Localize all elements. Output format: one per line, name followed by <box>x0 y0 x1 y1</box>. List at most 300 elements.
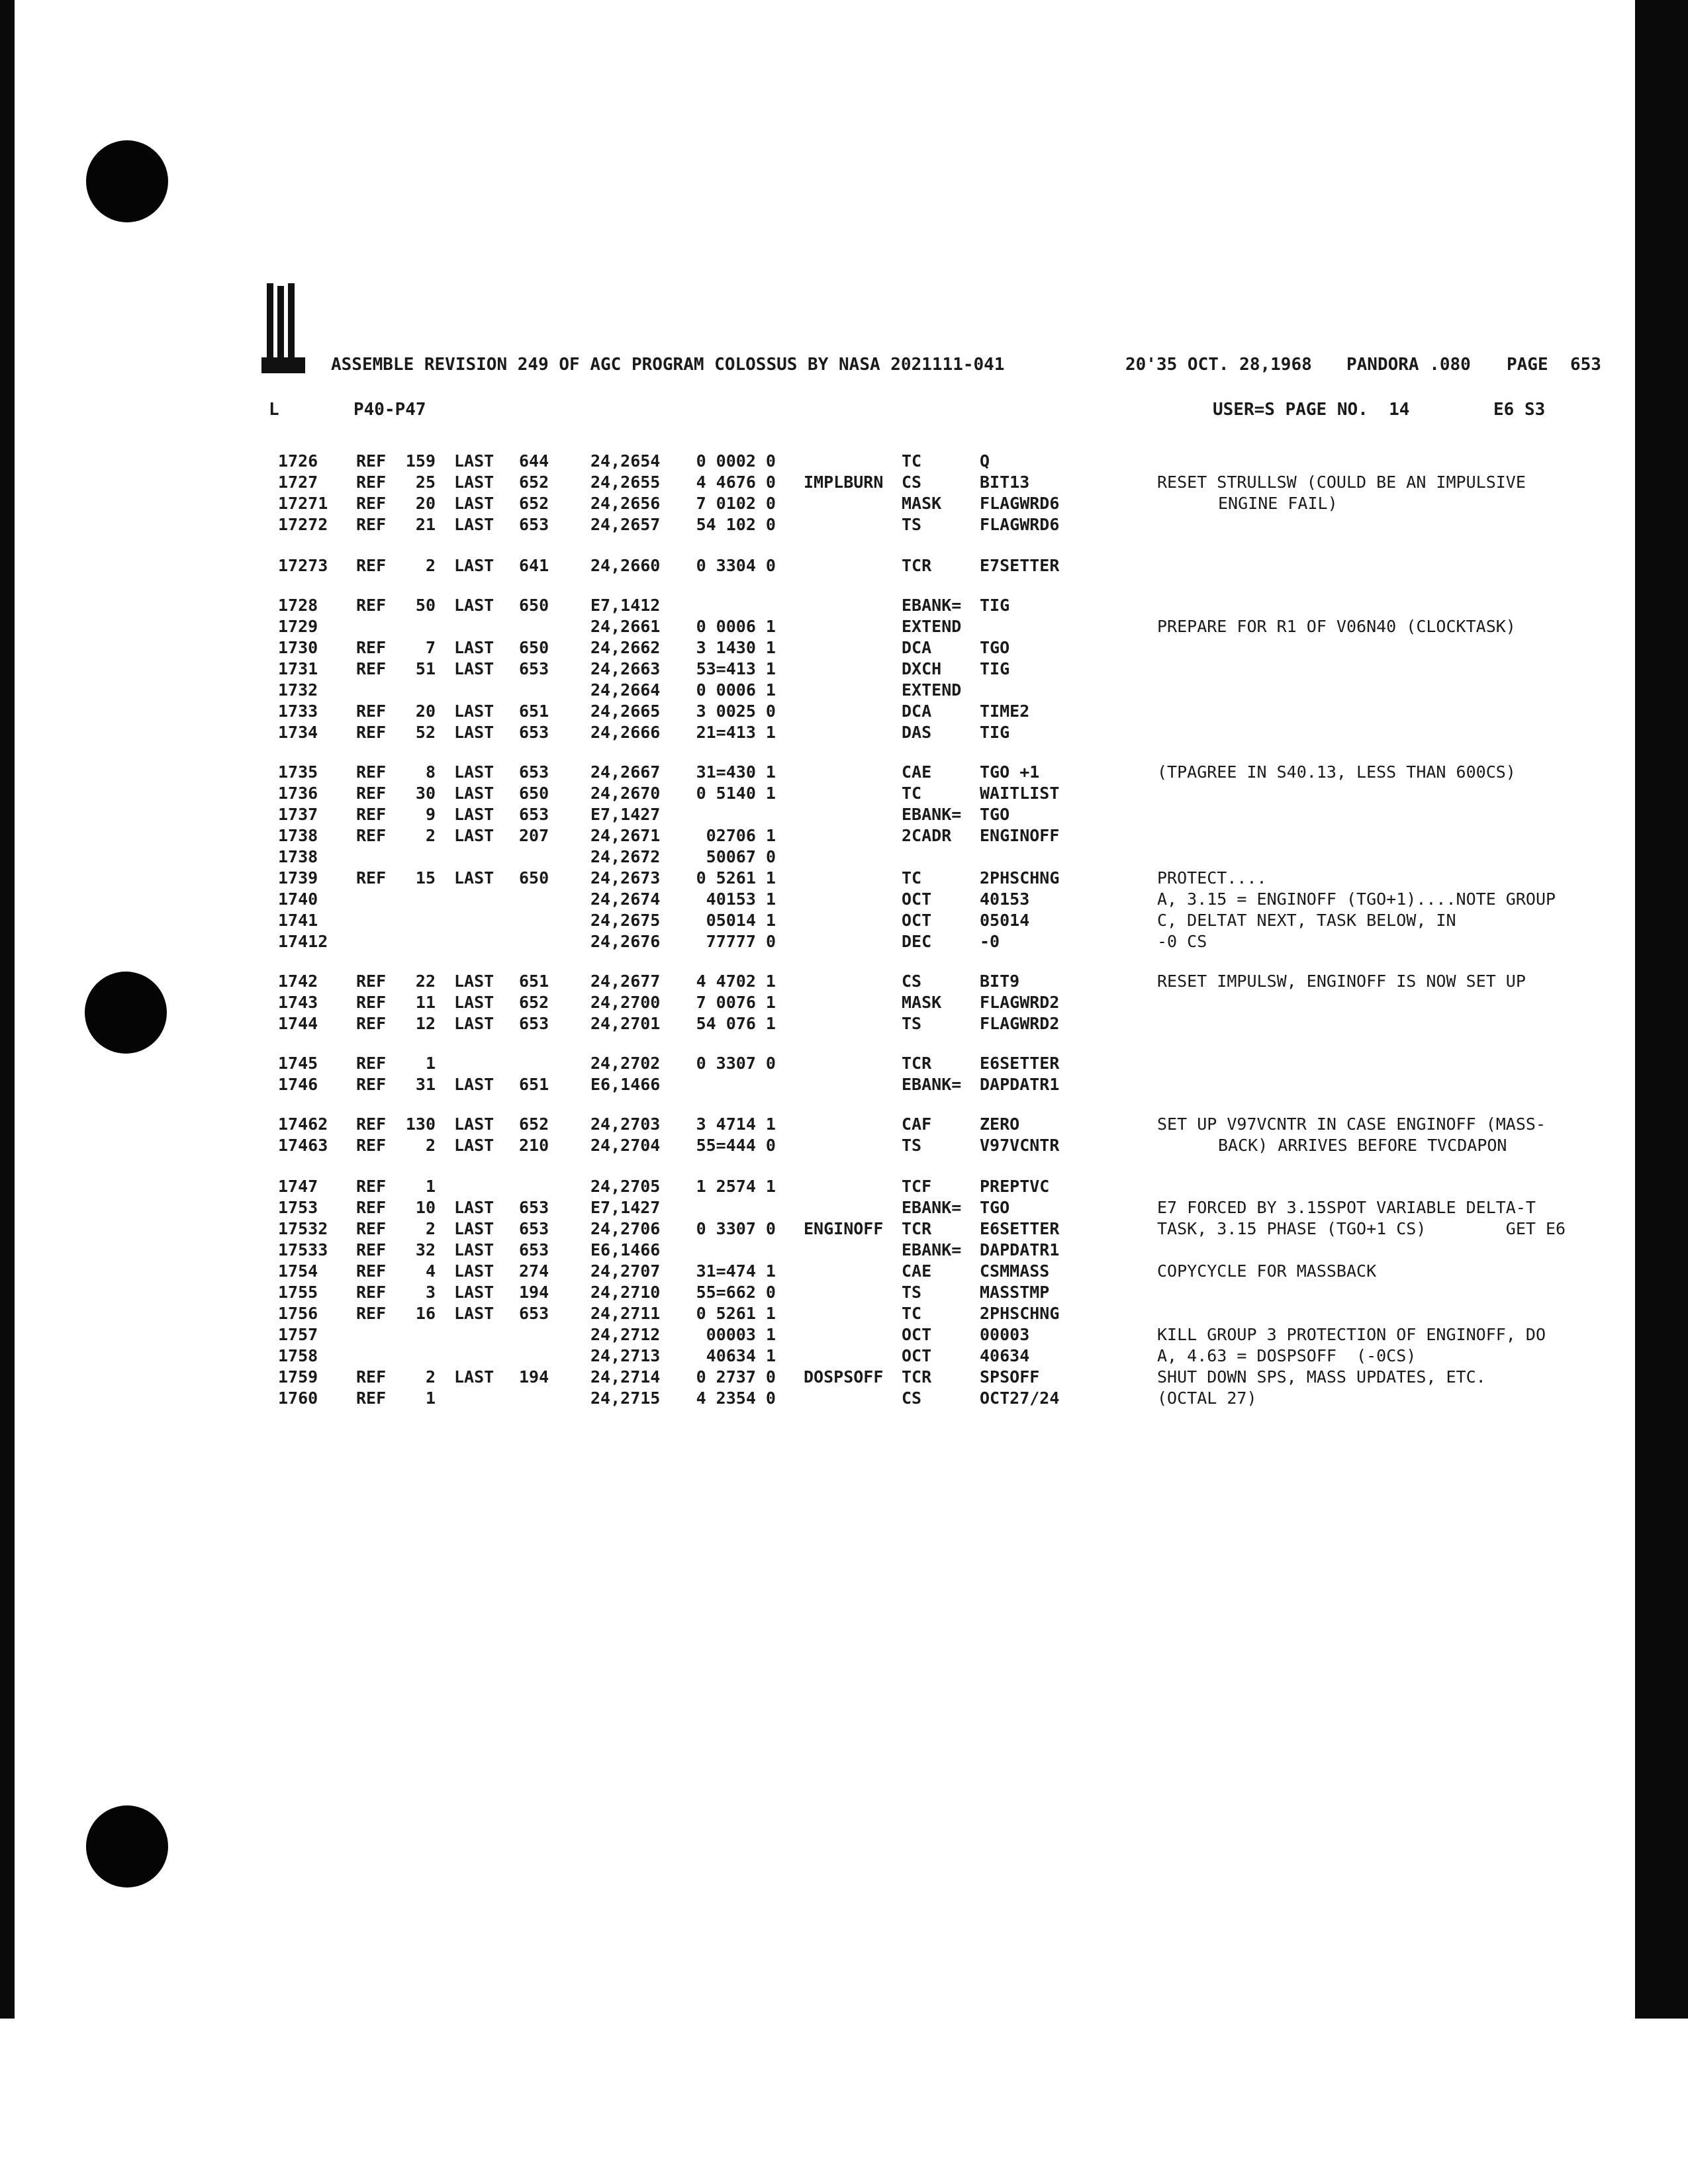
last-marker: LAST <box>454 805 494 824</box>
printer-logo-mark <box>261 283 309 376</box>
last-page: 653 <box>519 1198 549 1217</box>
ref-count: 4 <box>425 1261 436 1281</box>
object-code: 4 4702 1 <box>696 972 776 991</box>
object-code: 0 3307 0 <box>696 1054 776 1073</box>
last-marker: LAST <box>454 826 494 845</box>
line-number: 17272 <box>278 515 328 534</box>
memory-address: 24,2713 <box>590 1346 661 1365</box>
line-number: 17273 <box>278 556 328 575</box>
line-number: 1735 <box>278 762 318 782</box>
ref-marker: REF <box>356 596 387 615</box>
last-page: 652 <box>519 993 549 1012</box>
user-page-number: USER=S PAGE NO. 14 <box>1213 400 1410 420</box>
last-marker: LAST <box>454 1283 494 1302</box>
listing-row <box>0 514 1688 536</box>
object-code: 50067 0 <box>706 847 776 866</box>
object-code: 0 2737 0 <box>696 1367 776 1387</box>
last-marker: LAST <box>454 1304 494 1323</box>
object-code: 0 3307 0 <box>696 1219 776 1238</box>
operand: WAITLIST <box>980 784 1060 803</box>
memory-address: 24,2672 <box>590 847 661 866</box>
operand: 2PHSCHNG <box>980 868 1060 887</box>
line-number: 17462 <box>278 1115 328 1134</box>
operand: 40153 <box>980 889 1030 909</box>
line-number: 1755 <box>278 1283 318 1302</box>
opcode: MASK <box>902 993 942 1012</box>
operand: FLAGWRD2 <box>980 993 1060 1012</box>
operand: BIT13 <box>980 473 1030 492</box>
opcode: OCT <box>902 1325 932 1344</box>
line-number: 1738 <box>278 847 318 866</box>
last-page: 650 <box>519 638 549 657</box>
ref-count: 2 <box>425 1367 436 1387</box>
last-marker: LAST <box>454 868 494 887</box>
listing-row <box>0 867 1688 889</box>
last-marker: LAST <box>454 1014 494 1033</box>
line-comment: KILL GROUP 3 PROTECTION OF ENGINOFF, DO <box>1157 1325 1546 1344</box>
listing-row <box>0 1218 1688 1240</box>
operand: TGO <box>980 1198 1010 1217</box>
last-page: 653 <box>519 659 549 678</box>
operand: TIG <box>980 659 1010 678</box>
memory-address: 24,2706 <box>590 1219 661 1238</box>
memory-address: 24,2703 <box>590 1115 661 1134</box>
last-marker: LAST <box>454 451 494 471</box>
ref-count: 2 <box>425 1219 436 1238</box>
operand: DAPDATR1 <box>980 1240 1060 1259</box>
line-comment: ENGINE FAIL) <box>1218 494 1338 513</box>
object-code: 0 3304 0 <box>696 556 776 575</box>
opcode: DCA <box>902 638 932 657</box>
opcode: TCF <box>902 1177 932 1196</box>
last-page: 650 <box>519 784 549 803</box>
listing-row <box>0 679 1688 702</box>
ref-marker: REF <box>356 1261 387 1281</box>
ref-count: 1 <box>425 1054 436 1073</box>
memory-address: 24,2715 <box>590 1388 661 1408</box>
object-code: 0 0006 1 <box>696 680 776 700</box>
memory-address: 24,2700 <box>590 993 661 1012</box>
opcode: TS <box>902 1136 922 1155</box>
listing-row <box>0 1073 1688 1096</box>
ref-count: 21 <box>415 515 436 534</box>
opcode: CAF <box>902 1115 932 1134</box>
object-code: 55=444 0 <box>696 1136 776 1155</box>
ref-count: 2 <box>425 826 436 845</box>
listing-row <box>0 492 1688 515</box>
ref-marker: REF <box>356 494 387 513</box>
ref-marker: REF <box>356 473 387 492</box>
opcode: EXTEND <box>902 617 962 636</box>
last-marker: LAST <box>454 972 494 991</box>
memory-address: 24,2663 <box>590 659 661 678</box>
listing-row <box>0 1302 1688 1325</box>
operand: ENGINOFF <box>980 826 1060 845</box>
ref-marker: REF <box>356 1136 387 1155</box>
memory-address: 24,2657 <box>590 515 661 534</box>
listing-row <box>0 700 1688 723</box>
memory-address: 24,2710 <box>590 1283 661 1302</box>
ref-marker: REF <box>356 1198 387 1217</box>
listing-row <box>0 825 1688 847</box>
line-number: 1743 <box>278 993 318 1012</box>
last-marker: LAST <box>454 1136 494 1155</box>
ref-count: 9 <box>425 805 436 824</box>
ref-count: 159 <box>405 451 436 471</box>
listing-row <box>0 1387 1688 1410</box>
line-number: 17532 <box>278 1219 328 1238</box>
operand: DAPDATR1 <box>980 1075 1060 1094</box>
line-comment: A, 4.63 = DOSPSOFF (-0CS) <box>1157 1346 1417 1365</box>
page-number: 653 <box>1570 355 1601 375</box>
ref-count: 3 <box>425 1283 436 1302</box>
last-page: 641 <box>519 556 549 575</box>
ref-count: 22 <box>415 972 436 991</box>
ref-count: 2 <box>425 1136 436 1155</box>
object-code: 0 0002 0 <box>696 451 776 471</box>
last-page: 274 <box>519 1261 549 1281</box>
ref-count: 20 <box>415 494 436 513</box>
ref-marker: REF <box>356 1219 387 1238</box>
ref-marker: REF <box>356 1014 387 1033</box>
last-page: 653 <box>519 805 549 824</box>
memory-address: 24,2667 <box>590 762 661 782</box>
ref-marker: REF <box>356 972 387 991</box>
operand: E6SETTER <box>980 1219 1060 1238</box>
listing-row <box>0 909 1688 932</box>
ref-marker: REF <box>356 451 387 471</box>
program-section: P40-P47 <box>353 400 426 420</box>
listing-row <box>0 1134 1688 1157</box>
ref-count: 50 <box>415 596 436 615</box>
ref-marker: REF <box>356 1115 387 1134</box>
object-code: 54 076 1 <box>696 1014 776 1033</box>
opcode: DAS <box>902 723 932 742</box>
last-page: 650 <box>519 596 549 615</box>
memory-address: E6,1466 <box>590 1075 661 1094</box>
object-code: 55=662 0 <box>696 1283 776 1302</box>
operand: 2PHSCHNG <box>980 1304 1060 1323</box>
line-number: 1744 <box>278 1014 318 1033</box>
object-code: 7 0076 1 <box>696 993 776 1012</box>
line-number: 1745 <box>278 1054 318 1073</box>
object-code: 00003 1 <box>706 1325 776 1344</box>
memory-address: 24,2714 <box>590 1367 661 1387</box>
listing-row <box>0 1281 1688 1304</box>
opcode: TCR <box>902 1054 932 1073</box>
last-page: 652 <box>519 1115 549 1134</box>
operand: Q <box>980 451 990 471</box>
line-number: 17271 <box>278 494 328 513</box>
line-number: 1728 <box>278 596 318 615</box>
ref-marker: REF <box>356 868 387 887</box>
symbol-label: ENGINOFF <box>804 1219 884 1238</box>
memory-address: 24,2675 <box>590 911 661 930</box>
ref-count: 15 <box>415 868 436 887</box>
line-number: 1741 <box>278 911 318 930</box>
line-comment: (TPAGREE IN S40.13, LESS THAN 600CS) <box>1157 762 1516 782</box>
last-page: 653 <box>519 1219 549 1238</box>
last-page: 651 <box>519 972 549 991</box>
last-marker: LAST <box>454 784 494 803</box>
last-page: 194 <box>519 1367 549 1387</box>
last-marker: LAST <box>454 1367 494 1387</box>
memory-address: 24,2674 <box>590 889 661 909</box>
memory-address: 24,2673 <box>590 868 661 887</box>
last-marker: LAST <box>454 515 494 534</box>
opcode: DCA <box>902 702 932 721</box>
memory-address: 24,2676 <box>590 932 661 951</box>
assemble-header: ASSEMBLE REVISION 249 OF AGC PROGRAM COLOSSUS BY NASA 2021111-041 <box>331 355 1005 375</box>
memory-address: 24,2677 <box>590 972 661 991</box>
object-code: 4 4676 0 <box>696 473 776 492</box>
last-marker: LAST <box>454 723 494 742</box>
operand: TGO +1 <box>980 762 1040 782</box>
last-marker: LAST <box>454 993 494 1012</box>
line-comment: TASK, 3.15 PHASE (TGO+1 CS) GET E6 <box>1157 1219 1566 1238</box>
object-code: 3 0025 0 <box>696 702 776 721</box>
last-marker: LAST <box>454 1115 494 1134</box>
object-code: 4 2354 0 <box>696 1388 776 1408</box>
listing-row <box>0 721 1688 744</box>
listing-row <box>0 1113 1688 1136</box>
ref-count: 11 <box>415 993 436 1012</box>
ref-count: 25 <box>415 473 436 492</box>
listing-row <box>0 970 1688 993</box>
line-number: 1746 <box>278 1075 318 1094</box>
ref-marker: REF <box>356 638 387 657</box>
line-number: 1734 <box>278 723 318 742</box>
last-marker: LAST <box>454 702 494 721</box>
line-number: 1754 <box>278 1261 318 1281</box>
opcode: TS <box>902 515 922 534</box>
timestamp: 20'35 OCT. 28,1968 <box>1125 355 1312 375</box>
opcode: TCR <box>902 1367 932 1387</box>
opcode: CAE <box>902 1261 932 1281</box>
ref-marker: REF <box>356 1054 387 1073</box>
opcode: OCT <box>902 889 932 909</box>
listing-row <box>0 1345 1688 1367</box>
line-number: 1740 <box>278 889 318 909</box>
memory-address: E7,1427 <box>590 1198 661 1217</box>
line-number: 1731 <box>278 659 318 678</box>
ref-marker: REF <box>356 1283 387 1302</box>
last-marker: LAST <box>454 1075 494 1094</box>
operand: FLAGWRD6 <box>980 515 1060 534</box>
ref-marker: REF <box>356 1367 387 1387</box>
last-page: 650 <box>519 868 549 887</box>
ref-count: 1 <box>425 1177 436 1196</box>
ref-count: 2 <box>425 556 436 575</box>
operand: TIG <box>980 596 1010 615</box>
operand: TGO <box>980 638 1010 657</box>
memory-address: 24,2705 <box>590 1177 661 1196</box>
object-code: 3 4714 1 <box>696 1115 776 1134</box>
object-code: 54 102 0 <box>696 515 776 534</box>
opcode: EBANK= <box>902 805 962 824</box>
ref-count: 130 <box>405 1115 436 1134</box>
opcode: TC <box>902 1304 922 1323</box>
memory-address: 24,2711 <box>590 1304 661 1323</box>
line-number: 1726 <box>278 451 318 471</box>
line-number: 1732 <box>278 680 318 700</box>
line-comment: PREPARE FOR R1 OF V06N40 (CLOCKTASK) <box>1157 617 1516 636</box>
line-comment: -0 CS <box>1157 932 1207 951</box>
line-comment: PROTECT.... <box>1157 868 1267 887</box>
opcode: DEC <box>902 932 932 951</box>
listing-row <box>0 594 1688 617</box>
ref-marker: REF <box>356 1075 387 1094</box>
line-comment: A, 3.15 = ENGINOFF (TGO+1)....NOTE GROUP <box>1157 889 1556 909</box>
opcode: OCT <box>902 1346 932 1365</box>
opcode: TS <box>902 1283 922 1302</box>
line-number: 1730 <box>278 638 318 657</box>
line-number: 17412 <box>278 932 328 951</box>
last-page: 652 <box>519 494 549 513</box>
line-number: 17533 <box>278 1240 328 1259</box>
listing-row <box>0 658 1688 680</box>
last-marker: LAST <box>454 473 494 492</box>
last-page: 210 <box>519 1136 549 1155</box>
opcode: TCR <box>902 556 932 575</box>
last-page: 653 <box>519 515 549 534</box>
ref-count: 30 <box>415 784 436 803</box>
ref-count: 31 <box>415 1075 436 1094</box>
memory-address: 24,2707 <box>590 1261 661 1281</box>
listing-row <box>0 803 1688 826</box>
opcode: CS <box>902 972 922 991</box>
ref-marker: REF <box>356 993 387 1012</box>
memory-address: 24,2671 <box>590 826 661 845</box>
line-number: 1736 <box>278 784 318 803</box>
memory-address: 24,2665 <box>590 702 661 721</box>
line-comment: E7 FORCED BY 3.15SPOT VARIABLE DELTA-T <box>1157 1198 1536 1217</box>
ref-count: 20 <box>415 702 436 721</box>
operand: FLAGWRD6 <box>980 494 1060 513</box>
last-marker: LAST <box>454 638 494 657</box>
object-code: 53=413 1 <box>696 659 776 678</box>
operand: V97VCNTR <box>980 1136 1060 1155</box>
listing-row <box>0 471 1688 494</box>
last-page: 652 <box>519 473 549 492</box>
listing-row <box>0 637 1688 659</box>
operand: OCT27/24 <box>980 1388 1060 1408</box>
opcode: CS <box>902 1388 922 1408</box>
operand: E6SETTER <box>980 1054 1060 1073</box>
line-number: 1747 <box>278 1177 318 1196</box>
last-marker: LAST <box>454 494 494 513</box>
opcode: EBANK= <box>902 1075 962 1094</box>
line-number: 1759 <box>278 1367 318 1387</box>
operand: TIG <box>980 723 1010 742</box>
opcode: MASK <box>902 494 942 513</box>
operand: -0 <box>980 932 1000 951</box>
last-page: 653 <box>519 1304 549 1323</box>
last-page: 653 <box>519 762 549 782</box>
punch-hole-top <box>86 140 168 222</box>
ref-marker: REF <box>356 805 387 824</box>
listing-row <box>0 931 1688 953</box>
ref-marker: REF <box>356 515 387 534</box>
memory-address: 24,2661 <box>590 617 661 636</box>
line-number: 17463 <box>278 1136 328 1155</box>
listing-row <box>0 888 1688 911</box>
listing-row <box>0 1260 1688 1283</box>
opcode: CS <box>902 473 922 492</box>
operand: MASSTMP <box>980 1283 1050 1302</box>
ref-count: 52 <box>415 723 436 742</box>
opcode: EXTEND <box>902 680 962 700</box>
opcode: TC <box>902 868 922 887</box>
memory-address: E7,1412 <box>590 596 661 615</box>
line-comment: RESET STRULLSW (COULD BE AN IMPULSIVE <box>1157 473 1526 492</box>
object-code: 3 1430 1 <box>696 638 776 657</box>
operand: TIME2 <box>980 702 1030 721</box>
last-page: 194 <box>519 1283 549 1302</box>
opcode: 2CADR <box>902 826 952 845</box>
listing-row <box>0 555 1688 577</box>
ref-count: 32 <box>415 1240 436 1259</box>
memory-address: E6,1466 <box>590 1240 661 1259</box>
object-code: 0 5261 1 <box>696 1304 776 1323</box>
listing-row <box>0 1324 1688 1346</box>
opcode: EBANK= <box>902 1240 962 1259</box>
opcode: TCR <box>902 1219 932 1238</box>
line-number: 1742 <box>278 972 318 991</box>
listing-row <box>0 450 1688 473</box>
memory-address: 24,2704 <box>590 1136 661 1155</box>
left-marker: L <box>269 400 279 420</box>
line-comment: BACK) ARRIVES BEFORE TVCDAPON <box>1218 1136 1507 1155</box>
opcode: EBANK= <box>902 1198 962 1217</box>
ref-count: 7 <box>425 638 436 657</box>
memory-address: 24,2701 <box>590 1014 661 1033</box>
object-code: 40153 1 <box>706 889 776 909</box>
operand: FLAGWRD2 <box>980 1014 1060 1033</box>
memory-address: 24,2660 <box>590 556 661 575</box>
listing-row <box>0 1366 1688 1388</box>
opcode: TS <box>902 1014 922 1033</box>
operand: PREPTVC <box>980 1177 1050 1196</box>
memory-address: 24,2666 <box>590 723 661 742</box>
symbol-label: IMPLBURN <box>804 473 884 492</box>
ref-marker: REF <box>356 826 387 845</box>
line-comment: RESET IMPULSW, ENGINOFF IS NOW SET UP <box>1157 972 1526 991</box>
last-marker: LAST <box>454 659 494 678</box>
opcode: DXCH <box>902 659 942 678</box>
object-code: 31=430 1 <box>696 762 776 782</box>
line-number: 1737 <box>278 805 318 824</box>
ref-count: 1 <box>425 1388 436 1408</box>
ref-marker: REF <box>356 762 387 782</box>
line-number: 1756 <box>278 1304 318 1323</box>
opcode: EBANK= <box>902 596 962 615</box>
listing-row <box>0 761 1688 784</box>
object-code: 21=413 1 <box>696 723 776 742</box>
line-number: 1760 <box>278 1388 318 1408</box>
opcode: CAE <box>902 762 932 782</box>
ref-count: 8 <box>425 762 436 782</box>
object-code: 31=474 1 <box>696 1261 776 1281</box>
operand: SPSOFF <box>980 1367 1040 1387</box>
ref-count: 12 <box>415 1014 436 1033</box>
symbol-label: DOSPSOFF <box>804 1367 884 1387</box>
line-comment: C, DELTAT NEXT, TASK BELOW, IN <box>1157 911 1456 930</box>
last-marker: LAST <box>454 1219 494 1238</box>
object-code: 1 2574 1 <box>696 1177 776 1196</box>
ref-count: 10 <box>415 1198 436 1217</box>
line-number: 1733 <box>278 702 318 721</box>
